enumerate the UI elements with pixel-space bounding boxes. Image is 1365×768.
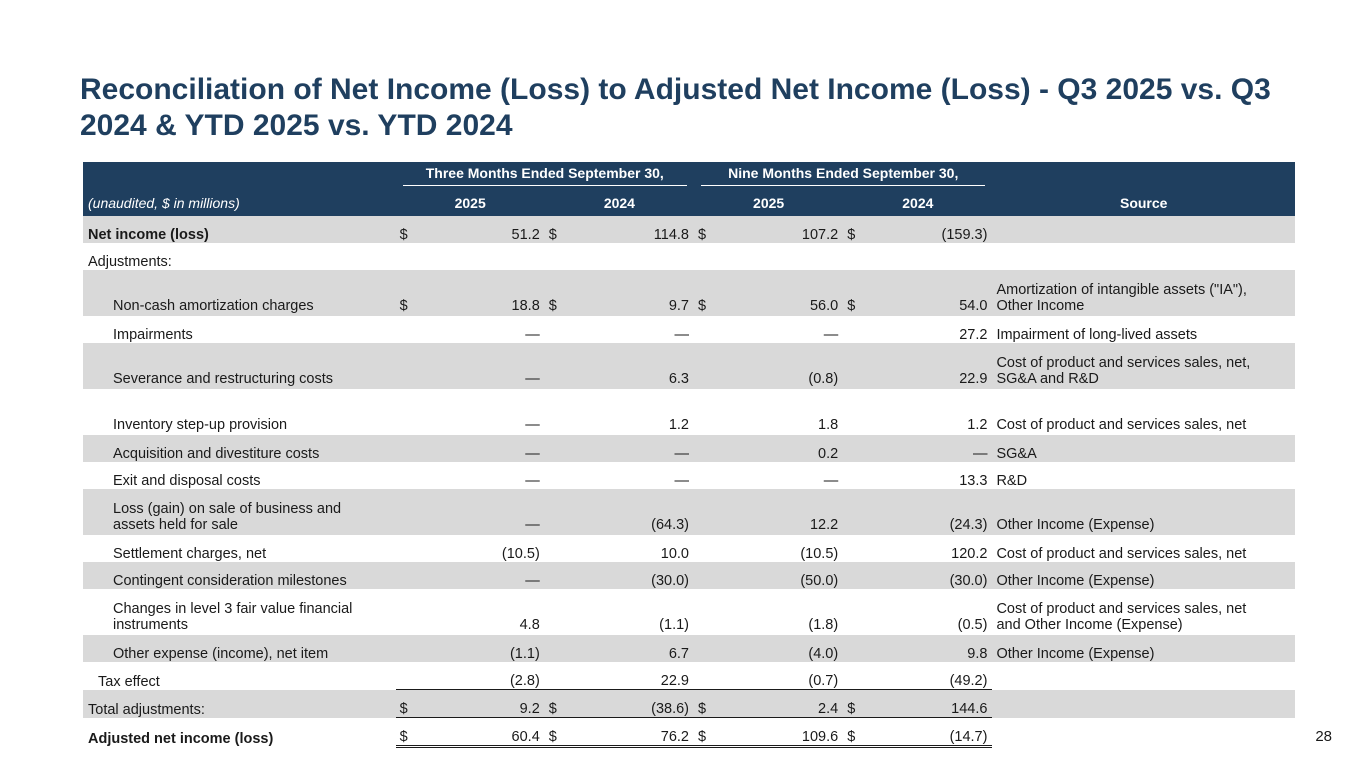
value-q3-2024: 114.8 <box>653 227 689 243</box>
value-ytd-2025: 109.6 <box>712 718 843 747</box>
dollar-sign: $ <box>545 690 563 718</box>
value-q3-2024: 76.2 <box>563 718 694 747</box>
source-cell: Other Income (Expense) <box>996 517 1155 533</box>
header-units: (unaudited, $ in millions) <box>88 194 240 211</box>
value-q3-2024: (30.0) <box>651 573 689 589</box>
value-ytd-2024: 54.0 <box>959 298 988 314</box>
table-row-tax <box>83 662 1295 690</box>
value-ytd-2025: (1.8) <box>808 617 839 633</box>
row-label: Adjustments: <box>88 254 172 270</box>
row-label: Other expense (income), net item <box>113 646 329 662</box>
dollar-sign: $ <box>548 227 557 243</box>
value-q3-2025: 60.4 <box>414 718 545 747</box>
header-source: Source <box>1119 194 1168 211</box>
source-cell: Cost of product and services sales, net <box>996 417 1247 433</box>
table-row-contingent <box>83 562 1295 589</box>
source-cell <box>992 216 1295 243</box>
value-ytd-2024: 144.6 <box>861 690 992 718</box>
row-label: Total adjustments: <box>88 701 205 718</box>
table-header <box>83 162 1295 216</box>
header-blank <box>83 162 396 189</box>
dollar-sign: $ <box>847 298 856 314</box>
value-q3-2025: — <box>525 517 540 533</box>
dollar-sign: $ <box>399 298 408 314</box>
dollar-sign: $ <box>694 718 712 747</box>
source-cell <box>992 690 1295 718</box>
dollar-sign: $ <box>698 298 707 314</box>
source-cell: R&D <box>996 473 1028 489</box>
row-label: Changes in level 3 fair value financial instruments <box>113 601 353 633</box>
row-label: Exit and disposal costs <box>113 473 261 489</box>
value-q3-2024: — <box>674 473 689 489</box>
value-ytd-2025: 1.8 <box>818 417 839 433</box>
header-nine-months: Nine Months Ended September 30, <box>694 162 992 189</box>
value-ytd-2024: (24.3) <box>949 517 988 533</box>
table-row-inventory <box>83 389 1295 435</box>
value-ytd-2025: (4.0) <box>808 646 839 662</box>
value-q3-2025: — <box>525 473 540 489</box>
value-q3-2024: — <box>674 446 689 462</box>
value-q3-2025: — <box>525 573 540 589</box>
value-ytd-2024: 120.2 <box>951 546 988 562</box>
row-label: Non-cash amortization charges <box>113 298 314 314</box>
value-ytd-2025: 56.0 <box>809 298 839 314</box>
table-row-adjustments <box>83 243 1295 270</box>
value-q3-2025: (10.5) <box>501 546 540 562</box>
value-q3-2024: — <box>674 327 689 343</box>
table-row-adjusted-net-income <box>83 718 1295 747</box>
value-ytd-2024: 22.9 <box>959 371 988 387</box>
value-q3-2024: 9.7 <box>668 298 689 314</box>
value-ytd-2024: 27.2 <box>959 327 988 343</box>
dollar-sign: $ <box>548 298 557 314</box>
value-q3-2025: — <box>525 371 540 387</box>
source-cell: Other Income (Expense) <box>996 573 1155 589</box>
dollar-sign: $ <box>694 690 712 718</box>
row-label: Net income (loss) <box>88 227 209 243</box>
table-row-net-income <box>83 216 1295 243</box>
source-cell: Other Income (Expense) <box>996 646 1155 662</box>
reconciliation-table-container <box>83 162 1295 748</box>
value-ytd-2025: 107.2 <box>801 227 839 243</box>
value-q3-2025: (2.8) <box>509 673 540 689</box>
table-row-exit <box>83 462 1295 489</box>
value-ytd-2024: (14.7) <box>861 718 992 747</box>
value-ytd-2024: 1.2 <box>967 417 988 433</box>
value-ytd-2024: 9.8 <box>967 646 988 662</box>
table-row-severance <box>83 343 1295 389</box>
value-ytd-2025: 2.4 <box>712 690 843 718</box>
table-row-settlement <box>83 535 1295 562</box>
dollar-sign: $ <box>396 718 414 747</box>
row-label: Adjusted net income (loss) <box>88 730 274 747</box>
dollar-sign: $ <box>399 227 408 243</box>
table-row-noncash <box>83 270 1295 316</box>
row-label: Settlement charges, net <box>113 546 267 562</box>
header-col-2025-ytd: 2025 <box>753 194 785 211</box>
table-row-total-adjustments <box>83 690 1295 718</box>
value-q3-2024: 6.7 <box>668 646 689 662</box>
row-label: Contingent consideration milestones <box>113 573 347 589</box>
source-cell <box>992 718 1295 747</box>
source-cell: Cost of product and services sales, net and Other Income (Expense) <box>996 601 1247 633</box>
value-ytd-2025: — <box>823 327 839 343</box>
value-q3-2025: (1.1) <box>509 646 540 662</box>
value-ytd-2024: (0.5) <box>957 617 988 633</box>
value-q3-2024: (1.1) <box>659 617 689 633</box>
value-q3-2024: 6.3 <box>668 371 689 387</box>
value-q3-2025: 9.2 <box>414 690 545 718</box>
table-row-impairments <box>83 316 1295 343</box>
row-label: Loss (gain) on sale of business and assets held for sale <box>113 501 342 533</box>
row-label: Tax effect <box>98 673 160 690</box>
dollar-sign: $ <box>698 227 707 243</box>
value-q3-2024: 1.2 <box>668 417 689 433</box>
source-cell: Impairment of long-lived assets <box>996 327 1198 343</box>
value-ytd-2024: (159.3) <box>941 227 988 243</box>
value-q3-2024: (64.3) <box>651 517 689 533</box>
table-row-other <box>83 635 1295 662</box>
dollar-sign: $ <box>847 227 856 243</box>
row-label: Inventory step-up provision <box>113 417 288 433</box>
header-three-months: Three Months Ended September 30, <box>396 162 694 189</box>
row-label: Impairments <box>113 327 193 343</box>
row-label: Acquisition and divestiture costs <box>113 446 320 462</box>
table-row-acquisition <box>83 435 1295 462</box>
source-cell: SG&A <box>996 446 1037 462</box>
source-cell: Cost of product and services sales, net, SG&A and R&D <box>996 355 1251 387</box>
table-row-level3 <box>83 589 1295 635</box>
value-ytd-2025: — <box>823 473 839 489</box>
value-ytd-2025: (0.8) <box>808 371 839 387</box>
dollar-sign: $ <box>843 718 861 747</box>
value-q3-2025: 4.8 <box>519 617 540 633</box>
header-col-2024-ytd: 2024 <box>902 194 934 211</box>
table-row-loss-gain <box>83 489 1295 535</box>
value-ytd-2024: — <box>972 446 988 462</box>
value-ytd-2024: (30.0) <box>949 573 988 589</box>
source-cell: Cost of product and services sales, net <box>996 546 1247 562</box>
value-ytd-2025: (10.5) <box>800 546 839 562</box>
value-ytd-2025: (50.0) <box>800 573 839 589</box>
value-ytd-2025: 0.2 <box>818 446 839 462</box>
value-q3-2025: — <box>525 417 540 433</box>
value-ytd-2025: (0.7) <box>808 673 839 689</box>
header-blank-source <box>992 162 1295 189</box>
source-cell <box>992 662 1295 690</box>
value-ytd-2024: (49.2) <box>949 673 988 689</box>
dollar-sign: $ <box>396 690 414 718</box>
dollar-sign: $ <box>843 690 861 718</box>
value-ytd-2024: 13.3 <box>959 473 988 489</box>
value-q3-2025: — <box>525 327 540 343</box>
value-ytd-2025: 12.2 <box>809 517 839 533</box>
page-title: Reconciliation of Net Income (Loss) to Adjusted Net Income (Loss) - Q3 2025 vs. Q3 2024 & YTD 2025 vs. YTD 2024 <box>80 73 1271 142</box>
value-q3-2025: 51.2 <box>511 227 540 243</box>
value-q3-2024: 22.9 <box>660 673 689 689</box>
page-number: 28 <box>1315 728 1332 745</box>
dollar-sign: $ <box>545 718 563 747</box>
value-q3-2024: (38.6) <box>563 690 694 718</box>
source-cell: Amortization of intangible assets ("IA"), Other Income <box>996 282 1247 314</box>
value-q3-2025: 18.8 <box>511 298 540 314</box>
header-col-2025-q3: 2025 <box>454 194 486 211</box>
value-q3-2024: 10.0 <box>660 546 689 562</box>
reconciliation-table <box>83 162 1295 748</box>
value-q3-2025: — <box>525 446 540 462</box>
header-col-2024-q3: 2024 <box>603 194 635 211</box>
row-label: Severance and restructuring costs <box>113 371 334 387</box>
